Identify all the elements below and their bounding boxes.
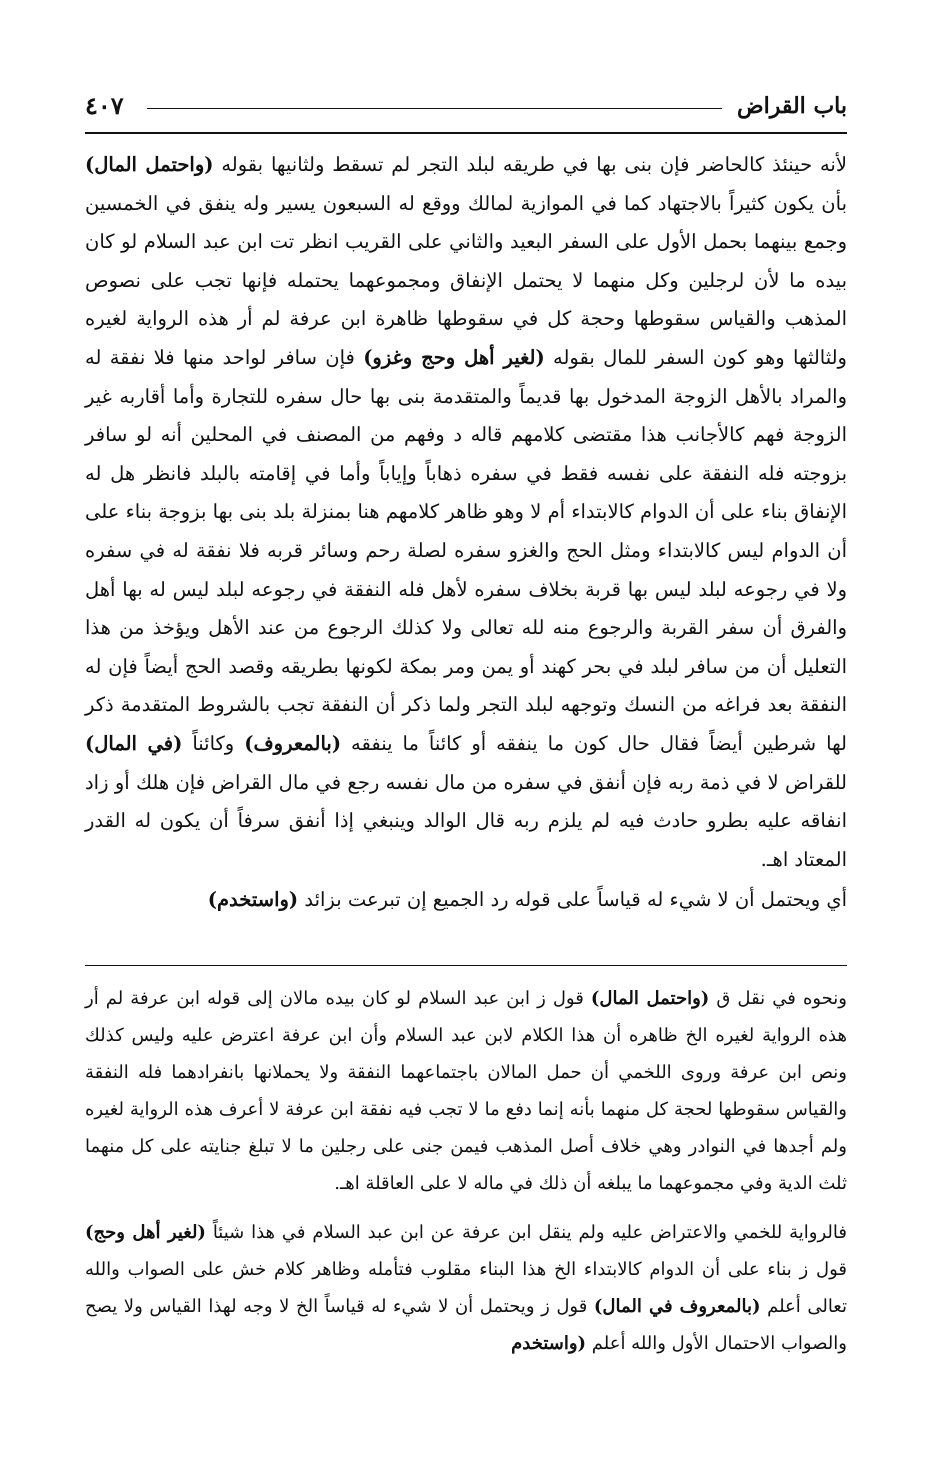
bold-quote: (واحتمل المال)	[590, 988, 710, 1009]
bold-quote: (بالمعروف في المال)	[593, 1296, 761, 1317]
chapter-title: باب القراض	[737, 93, 847, 119]
footnote-paragraph-1	[85, 980, 847, 1202]
bold-quote: (واستخدم	[511, 1333, 587, 1354]
header-divider	[147, 108, 722, 109]
bold-quote: (واحتمل المال)	[85, 153, 214, 176]
main-paragraph-2	[85, 881, 847, 920]
text-run: قول ز ويحتمل أن لا شيء له قياساً الخ لا وجه لهذا القياس ولا يصح والصواب الاحتمال الأول والله أعلم	[85, 1296, 847, 1354]
header-rule	[85, 132, 847, 134]
bold-quote: (واستخدم)	[207, 888, 299, 912]
text-run: لأنه حينئذ كالحاضر فإن بنى بها في طريقه لبلد التجر لم تسقط ولثانيها بقوله	[213, 153, 847, 176]
text-run: فإن سافر لواحد منها فلا نفقة له والمراد بالأهل الزوجة المدخول بها قديماً والمتقدمة بنى بها حال سفره للتجارة وأما أقاربه غير الزوجة فهم كالأجانب هذا مقتضى كلامهم قاله د وفهم من المصنف في المحلين أنه لو سافر بزوجته فله النفقة على نفسه فقط في سفره ذهاباً وإياباً وأما في إقامته بالبلد فانظر هل له الإنفاق بناء على أن الدوام كالابتداء أم لا وهو ظاهر كلامهم هنا بمنزلة بلد بنى بها بزوجة بناء على أن الدوام ليس كالابتداء ومثل الحج والغزو سفره لصلة رحم وسائر قربه فلا نفقة له في سفره ولا في رجوعه لبلد ليس بها قربة بخلاف سفره لأهل فله النفقة في رجوعه لبلد ليس له بها أهل والفرق أن سفر القربة والرجوع منه لله تعالى ولا كذلك الرجوع من عند الأهل ويؤخذ من هذا التعليل أن من سافر لبلد في بحر كهند أو يمن ومر بمكة لكونها بطريقه وقصد الحج أيضاً فإن له النفقة بعد فراغه من النسك وتوجهه لبلد التجر ولما ذكر أن النفقة تجب بالشروط المتقدمة ذكر لها شرطين أيضاً فقال حال كون ما ينفقه أو كائناً ما ينفقه	[85, 345, 847, 755]
bold-quote: (لغير أهل وحج وغزو)	[363, 345, 545, 369]
page-number: ٤٠٧	[85, 91, 124, 120]
bold-quote: (في المال)	[85, 731, 183, 755]
bold-quote: (بالمعروف)	[244, 731, 342, 755]
footnote-paragraph-2	[85, 1214, 847, 1362]
text-run: قول ز ابن عبد السلام لو كان بيده مالان إلى قوله ابن عرفة لم أر هذه الرواية لغيره الخ ظاهره أن هذا الكلام لابن عبد السلام وأن ابن عرفة اعترض عليه وليس كذلك ونص ابن عرفة وروى اللخمي أن حمل المالان باجتماعهما النفقة ولا يحملانها بانفرادهما فله النفقة والقياس سقوطها لحجة كل منهما بأنه إنما دفع ما لا تجب فيه نفقة ابن عرفة لا أعرف هذه الرواية لغيره ولم أجدها في النوادر وهي خلاف أصل المذهب فيمن جنى على رجلين ما لا تبلغ جنايته على كل منهما ثلث الدية وفي مجموعهما ما يبلغه أن ذلك في ماله لا على العاقلة اهـ.	[85, 988, 847, 1194]
text-run: وكائناً	[182, 731, 245, 755]
footnotes	[85, 980, 847, 1362]
text-run: بأن يكون كثيراً بالاجتهاد كما في الموازية لمالك ووقع له السبعون يسير وله ينفق في الخمسين وجمع بينهما بحمل الأول على السفر البعيد والثاني على القريب انظر تت ابن عبد السلام لو كان بيده ما لأن لرجلين وكل منهما لا يحتمل الإنفاق ومجموعهما يحتمله فإنها تجب على نصوص المذهب والقياس سقوطها وحجة كل في سقوطها ظاهرة ابن عرفة لم أر هذه الرواية لغيره ولثالثها وهو كون السفر للمال بقوله	[85, 191, 847, 369]
text-run: أي ويحتمل أن لا شيء له قياساً على قوله رد الجميع إن تبرعت بزائد	[298, 888, 847, 912]
text-run: ونحوه في نقل ق	[709, 988, 847, 1009]
page-header	[85, 88, 847, 124]
text-run: للقراض لا في ذمة ربه فإن أنفق في سفره من مال نفسه رجع في مال القراض فإن هلك أو زاد انفاقه عليه بطرو حادث فيه لم يلزم ربه قال الوالد وينبغي إذا أنفق سرفاً أن يكون له القدر المعتاد اهـ.	[85, 770, 847, 871]
text-run: قول ز بناء على أن الدوام كالابتداء الخ هذا البناء مقلوب فتأمله وظاهر كلام خش على الصواب والله تعالى أعلم	[85, 1259, 847, 1317]
main-text	[85, 146, 847, 920]
text-run: فالرواية للخمي والاعتراض عليه ولم ينقل ابن عرفة عن ابن عبد السلام في هذا شيئاً	[205, 1222, 847, 1243]
main-paragraph-1	[85, 146, 847, 879]
footnote-separator	[85, 965, 847, 966]
bold-quote: (لغير أهل وحج)	[85, 1222, 206, 1243]
